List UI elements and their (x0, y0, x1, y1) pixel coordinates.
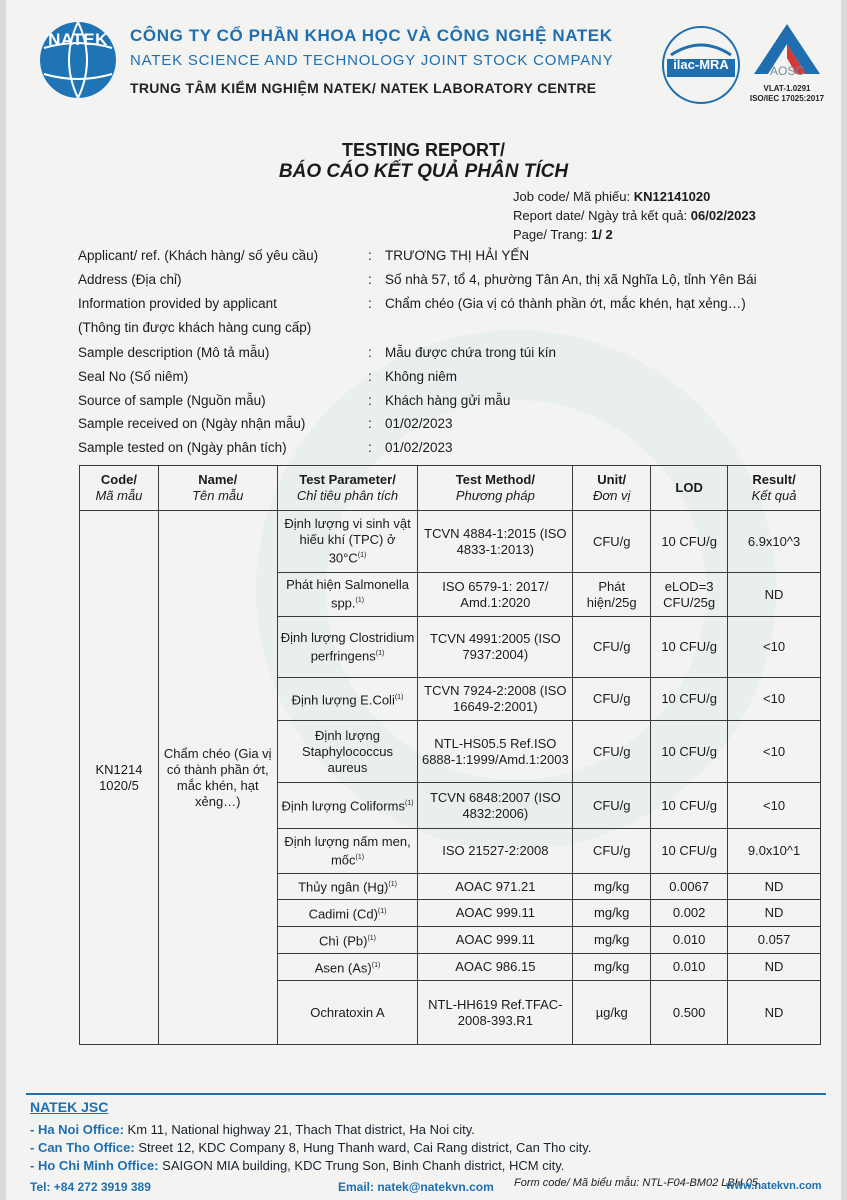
result-cell: ND (728, 573, 821, 617)
page-value: 1/ 2 (591, 227, 613, 242)
footer-form-code: Form code/ Mã biểu mẫu: NTL-F04-BM02 LBH 05 (514, 1177, 758, 1189)
page-line (513, 227, 613, 242)
result-cell: <10 (728, 783, 821, 829)
provided-value: Chẩm chéo (Gia vị có thành phần ớt, mắc khén, hạt xẻng…) (385, 296, 746, 311)
address-label: Address (Địa chỉ) (78, 272, 182, 287)
received-value: 01/02/2023 (385, 416, 453, 431)
footer-divider (26, 1093, 826, 1095)
lod-cell: 10 CFU/g (651, 678, 728, 721)
lod-cell: 10 CFU/g (651, 511, 728, 573)
results-table (79, 465, 821, 1045)
result-cell: 6.9x10^3 (728, 511, 821, 573)
aosc-text: AOSC (769, 64, 804, 78)
report-date-line (513, 208, 756, 223)
colon: : (368, 345, 372, 360)
received-label: Sample received on (Ngày nhận mẫu) (78, 416, 306, 431)
seal-value: Không niêm (385, 369, 458, 384)
ilac-mra-text: ilac-MRA (673, 57, 729, 72)
tested-value: 01/02/2023 (385, 440, 453, 455)
applicant-label: Applicant/ ref. (Khách hàng/ số yêu cầu) (78, 248, 319, 263)
lod-cell: 0.002 (651, 900, 728, 927)
hcm-address: SAIGON MIA building, KDC Trung Son, Binh Chanh district, HCM city. (162, 1158, 565, 1173)
result-cell: 9.0x10^1 (728, 829, 821, 874)
parameter-cell: Định lượng Staphylococcus aureus (277, 721, 418, 783)
method-cell: TCVN 4884-1:2015 (ISO 4833-1:2013) (418, 511, 573, 573)
accreditation-numbers (744, 84, 830, 104)
lod-cell: 10 CFU/g (651, 783, 728, 829)
parameter-cell: Cadimi $(Cd)^{(1)}$ (277, 900, 418, 927)
method-cell: AOAC 986.15 (418, 954, 573, 981)
footer-hanoi-office (30, 1122, 475, 1137)
sample-code-cell: KN1214 1020/5 (80, 511, 159, 1045)
provided-label-vi: (Thông tin được khách hàng cung cấp) (78, 320, 312, 335)
lod-cell: 0.010 (651, 927, 728, 954)
header-name: Name/ Tên mẫu (158, 466, 277, 511)
iso-code: ISO/IEC 17025:2017 (749, 94, 825, 103)
address-value: Số nhà 57, tổ 4, phường Tân An, thị xã Nghĩa Lộ, tỉnh Yên Bái (385, 272, 757, 287)
result-cell: 0.057 (728, 927, 821, 954)
unit-cell: CFU/g (573, 829, 651, 874)
unit-cell: CFU/g (573, 721, 651, 783)
tested-label: Sample tested on (Ngày phân tích) (78, 440, 287, 455)
parameter-cell: Ochratoxin A (277, 981, 418, 1045)
unit-cell: mg/kg (573, 927, 651, 954)
footer-email: Email: natek@natekvn.com (338, 1180, 494, 1194)
cantho-label: - Can Tho Office: (30, 1140, 135, 1155)
hanoi-label: - Ha Noi Office: (30, 1122, 124, 1137)
lod-cell: 0.010 (651, 954, 728, 981)
header-result: Result/ Kết quả (728, 466, 821, 511)
method-cell: AOAC 971.21 (418, 874, 573, 900)
job-code-label: Job code/ Mã phiếu: (513, 189, 631, 204)
colon: : (368, 296, 372, 311)
result-cell: ND (728, 874, 821, 900)
unit-cell: CFU/g (573, 617, 651, 678)
unit-cell: CFU/g (573, 783, 651, 829)
report-title-vi: BÁO CÁO KẾT QUẢ PHÂN TÍCH (278, 161, 569, 182)
logo-text: NATEK (48, 30, 108, 49)
method-cell: NTL-HS05.5 Ref.ISO 6888-1:1999/Amd.1:2003 (418, 721, 573, 783)
lod-cell: 10 CFU/g (651, 829, 728, 874)
method-cell: ISO 6579-1: 2017/ Amd.1:2020 (418, 573, 573, 617)
header-unit: Unit/ Đơn vị (573, 466, 651, 511)
method-cell: TCVN 7924-2:2008 (ISO 16649-2:2001) (418, 678, 573, 721)
unit-cell: Phát hiện/25g (573, 573, 651, 617)
lab-name: TRUNG TÂM KIỂM NGHIỆM NATEK/ NATEK LABORATORY CENTRE (130, 80, 597, 96)
lod-cell: 10 CFU/g (651, 617, 728, 678)
lod-cell: 0.500 (651, 981, 728, 1045)
applicant-value: TRƯƠNG THỊ HẢI YẾN (385, 248, 530, 263)
result-cell: <10 (728, 721, 821, 783)
sample-name-cell: Chẩm chéo (Gia vị có thành phần ớt, mắc khén, hạt xẻng…) (158, 511, 277, 1045)
parameter-cell: Thủy ngân $(Hg)^{(1)}$ (277, 874, 418, 900)
unit-cell: mg/kg (573, 954, 651, 981)
parameter-cell: Định lượng nấm men, mốc$^{(1)}$ (277, 829, 418, 874)
company-name-en: NATEK SCIENCE AND TECHNOLOGY JOINT STOCK COMPANY (130, 52, 614, 69)
report-page (6, 0, 841, 1200)
result-cell: <10 (728, 678, 821, 721)
parameter-cell: Định lượng vi sinh vật hiếu khí (TPC) ở $30^\circ C^{(1)}$ (277, 511, 418, 573)
method-cell: AOAC 999.11 (418, 927, 573, 954)
table-row (80, 511, 821, 573)
method-cell: TCVN 4991:2005 (ISO 7937:2004) (418, 617, 573, 678)
source-label: Source of sample (Nguồn mẫu) (78, 393, 266, 408)
page-label: Page/ Trang: (513, 227, 588, 242)
parameter-cell: Asen $(As)^{(1)}$ (277, 954, 418, 981)
colon: : (368, 416, 372, 431)
result-cell: ND (728, 981, 821, 1045)
company-name-vi: CÔNG TY CỔ PHẦN KHOA HỌC VÀ CÔNG NGHỆ NATEK (130, 26, 613, 45)
header-parameter: Test Parameter/ Chỉ tiêu phân tích (277, 466, 418, 511)
colon: : (368, 248, 372, 263)
parameter-cell: Chì $(Pb)^{(1)}$ (277, 927, 418, 954)
header-lod: LOD (651, 466, 728, 511)
method-cell: NTL-HH619 Ref.TFAC-2008-393.R1 (418, 981, 573, 1045)
parameter-cell: Định lượng Clostridium perfringens$^{(1)}$ (277, 617, 418, 678)
lod-cell: 0.0067 (651, 874, 728, 900)
job-code-value: KN12141020 (633, 189, 711, 204)
colon: : (368, 393, 372, 408)
source-value: Khách hàng gửi mẫu (385, 393, 511, 408)
result-cell: ND (728, 900, 821, 927)
method-cell: TCVN 6848:2007 (ISO 4832:2006) (418, 783, 573, 829)
provided-label: Information provided by applicant (78, 296, 277, 311)
parameter-cell: Định lượng Coliforms$^{(1)}$ (277, 783, 418, 829)
footer-cantho-office (30, 1140, 591, 1155)
description-label: Sample description (Mô tả mẫu) (78, 345, 270, 360)
job-code-line (513, 189, 710, 204)
cantho-address: Street 12, KDC Company 8, Hung Thanh ward, Cai Rang district, Can Tho city. (138, 1140, 592, 1155)
unit-cell: CFU/g (573, 678, 651, 721)
seal-label: Seal No (Số niêm) (78, 369, 189, 384)
report-date-value: 06/02/2023 (690, 208, 756, 223)
footer-company: NATEK JSC (30, 1099, 109, 1115)
footer-website: www.natekvn.com (726, 1180, 822, 1192)
unit-cell: µg/kg (573, 981, 651, 1045)
header-method: Test Method/ Phương pháp (418, 466, 573, 511)
result-cell: <10 (728, 617, 821, 678)
vlat-code: VLAT-1.0291 (763, 84, 811, 93)
colon: : (368, 440, 372, 455)
footer-tel: Tel: +84 272 3919 389 (30, 1180, 151, 1194)
unit-cell: mg/kg (573, 874, 651, 900)
result-cell: ND (728, 954, 821, 981)
hanoi-address: Km 11, National highway 21, Thach That district, Ha Noi city. (127, 1122, 475, 1137)
description-value: Mẫu được chứa trong túi kín (385, 345, 557, 360)
colon: : (368, 369, 372, 384)
lod-cell: eLOD=3 CFU/25g (651, 573, 728, 617)
method-cell: ISO 21527-2:2008 (418, 829, 573, 874)
colon: : (368, 272, 372, 287)
method-cell: AOAC 999.11 (418, 900, 573, 927)
lod-cell: 10 CFU/g (651, 721, 728, 783)
hcm-label: - Ho Chi Minh Office: (30, 1158, 159, 1173)
report-date-label: Report date/ Ngày trả kết quả: (513, 208, 688, 223)
footer-hcm-office (30, 1158, 564, 1173)
report-title-en: TESTING REPORT/ (341, 140, 505, 160)
unit-cell: mg/kg (573, 900, 651, 927)
unit-cell: CFU/g (573, 511, 651, 573)
parameter-cell: Phát hiện Salmonella spp.$^{(1)}$ (277, 573, 418, 617)
parameter-cell: Định lượng E.Coli$^{(1)}$ (277, 678, 418, 721)
table-header-row (80, 466, 821, 511)
header-code: Code/ Mã mẫu (80, 466, 159, 511)
